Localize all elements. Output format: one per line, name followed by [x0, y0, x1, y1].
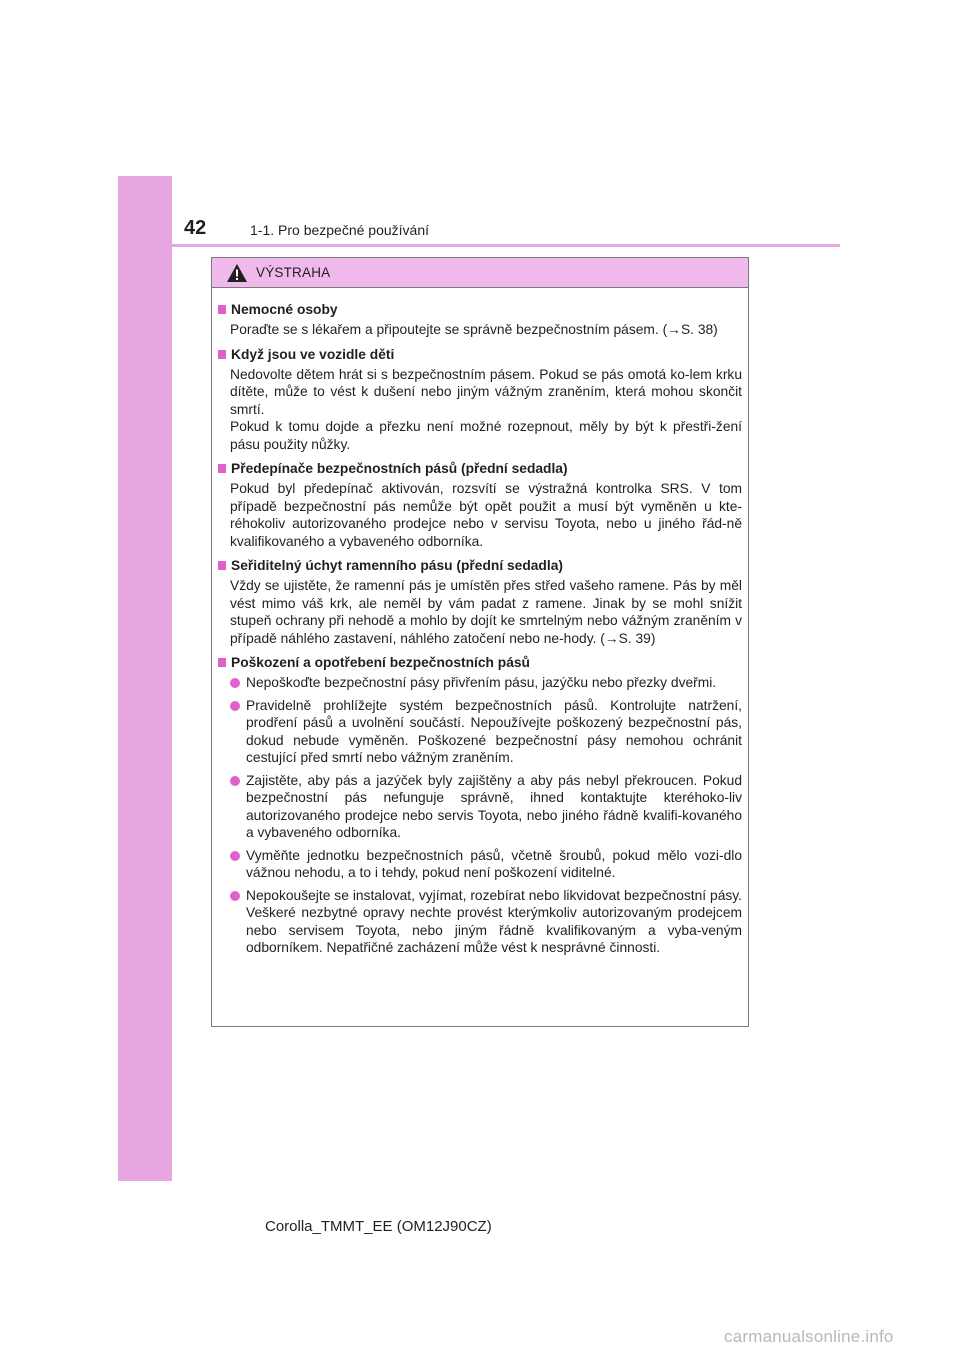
round-bullet-icon — [230, 678, 240, 688]
warning-body — [212, 288, 748, 957]
item-paragraph: Vždy se ujistěte, že ramenní pás je umístěn přes střed vašeho ramene. Pás by měl vést mimo váš krk, ale neměl by vám padat z ramene. Jinak by se mohl snížit stupeň ochrany při nehodě a mohlo by dojít ke smrtelným nebo vážným zraněním v případě náhlého zastavení, náhlého zatočení nebo ne-hody. (→S. 39) — [230, 578, 742, 646]
item-title: Seřiditelný úchyt ramenního pásu (přední sedadla) — [231, 558, 563, 573]
square-bullet-icon — [218, 305, 226, 314]
list-item: Nepokoušejte se instalovat, vyjímat, rozebírat nebo likvidovat bezpečnostní pásy. Veškeré nezbytné opravy nechte provést kterýmkoliv autorizovaným prodejcem nebo servisem Toyota, nebo jiným řádně kvalifikovaným a vyba-veným odborníkem. Nepatřičné zacházení může vést k nesprávné činnosti. — [230, 887, 742, 957]
square-bullet-icon — [218, 561, 226, 570]
footer-model-code: Corolla_TMMT_EE (OM12J90CZ) — [265, 1218, 492, 1235]
warning-label: VÝSTRAHA — [256, 265, 331, 280]
item-title: Když jsou ve vozidle děti — [231, 346, 395, 362]
chapter-sidebar-tab — [118, 176, 172, 1181]
round-bullet-icon — [230, 701, 240, 711]
round-bullet-icon — [230, 851, 240, 861]
warning-header — [212, 258, 748, 288]
round-bullet-icon — [230, 776, 240, 786]
watermark: carmanualsonline.info — [724, 1327, 894, 1346]
square-bullet-icon — [218, 464, 226, 473]
list-item: Nepoškoďte bezpečnostní pásy přivřením pásu, jazýčku nebo přezky dveřmi. — [230, 674, 742, 692]
warning-item-pretensioners — [218, 460, 742, 550]
item-paragraph: Nedovolte dětem hrát si s bezpečnostním pásem. Pokud se pás omotá ko-lem krku dítěte, může to vést k dušení nebo jiným vážným zraněním, která mohou skončit smrtí. — [230, 366, 742, 417]
item-title: Předepínače bezpečnostních pásů (přední sedadla) — [231, 461, 568, 476]
list-item: Vyměňte jednotku bezpečnostních pásů, včetně šroubů, pokud mělo vozi-dlo vážnou nehodu, a to i tehdy, pokud není poškození viditelné. — [230, 847, 742, 882]
warning-item-belt-damage — [218, 654, 742, 957]
warning-item-shoulder-anchor — [218, 557, 742, 647]
warning-item-sick-persons — [218, 301, 742, 339]
section-title: 1-1. Pro bezpečné používání — [250, 222, 430, 238]
round-bullet-icon — [230, 891, 240, 901]
header-rule — [172, 244, 840, 247]
item-paragraph: Pokud k tomu dojde a přezku není možné rozepnout, měly by být k přestři-žení pásu použity nůžky. — [230, 419, 742, 452]
warning-box — [211, 257, 749, 1027]
item-paragraph: Poraďte se s lékařem a připoutejte se správně bezpečnostním pásem. (→S. 38) — [230, 322, 718, 337]
warning-item-children — [218, 346, 742, 454]
list-item: Zajistěte, aby pás a jazýček byly zajištěny a aby pás nebyl překroucen. Pokud bezpečnostní pás nefunguje správně, ihned kontaktujte kteréhoko-liv autorizovaného prodejce nebo servis Toyota, nebo jiného řádně kvalifi-kovaného a vybaveného odborníka. — [230, 772, 742, 842]
square-bullet-icon — [218, 658, 226, 667]
item-paragraph: Pokud byl předepínač aktivován, rozsvítí se výstražná kontrolka SRS. V tom případě bezpečnostní pás nemůže být opět použit a musí být vyměněn u kte-réhokoliv autorizovaného prodejce nebo v servisu Toyota, nebo u jiného řád-ně kvalifikovaného a vybaveného odborníka. — [230, 481, 742, 549]
page-number: 42 — [184, 217, 207, 239]
item-title: Poškození a opotřebení bezpečnostních pásů — [231, 655, 530, 670]
warning-triangle-icon — [226, 263, 248, 283]
bullet-list — [230, 674, 742, 957]
list-item: Pravidelně prohlížejte systém bezpečnostních pásů. Kontrolujte natržení, prodření pásů a uvolnění součástí. Nepoužívejte poškozený bezpečnostní pás, dokud nebude vyměněn. Poškozené bezpečnostní pásy nemohou ochránit cestující před smrtí nebo vážným zraněním. — [230, 697, 742, 767]
item-title: Nemocné osoby — [231, 302, 338, 317]
square-bullet-icon — [218, 350, 226, 359]
